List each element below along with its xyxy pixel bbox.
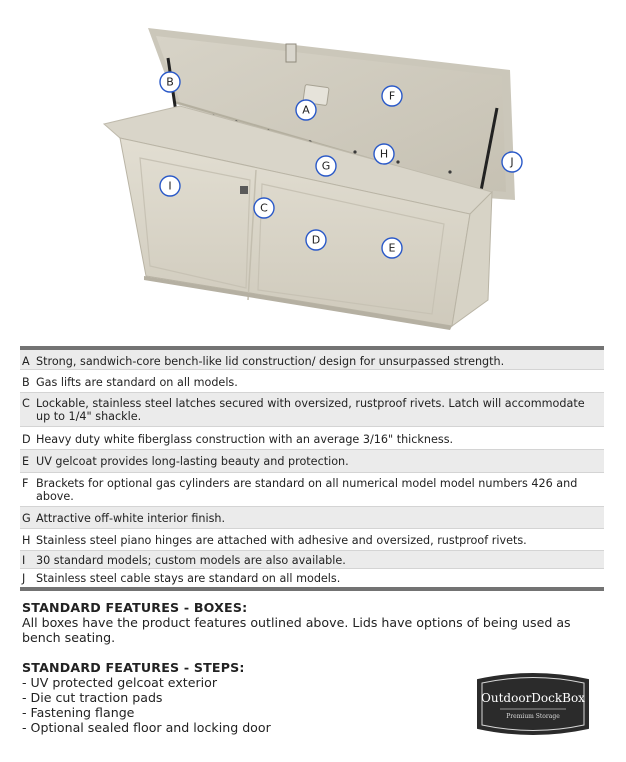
feature-row: [20, 529, 604, 551]
callout-e: [382, 238, 402, 258]
feature-row: [20, 551, 604, 569]
brand-logo: [470, 666, 596, 742]
list-item: - Optional sealed floor and locking door: [22, 720, 271, 735]
callout-j: [502, 152, 522, 172]
feature-text: Gas lifts are standard on all models.: [36, 376, 238, 389]
latch: [240, 186, 248, 194]
feature-letter: F: [22, 477, 29, 490]
feature-row: [20, 507, 604, 529]
feature-text: Stainless steel cable stays are standard on all models.: [36, 572, 341, 585]
callout-f: [382, 86, 402, 106]
feature-row: [20, 569, 604, 587]
callout-a: [296, 100, 316, 120]
feature-text: Attractive off-white interior finish.: [36, 512, 226, 525]
callout-g: [316, 156, 336, 176]
feature-table: [20, 346, 604, 591]
svg-text:H: H: [379, 147, 389, 161]
callout-b: [160, 72, 180, 92]
boxes-description: All boxes have the product features outlined above. Lids have options of being used as bench seating.: [22, 615, 571, 645]
feature-text: Strong, sandwich-core bench-like lid construction/ design for unsurpassed strength.: [36, 355, 505, 368]
feature-row: [20, 370, 604, 393]
svg-text:I: I: [168, 179, 172, 193]
list-item: - Fastening flange: [22, 705, 135, 720]
dock-box-illustration: [0, 0, 626, 340]
feature-row: [20, 427, 604, 450]
feature-letter: G: [22, 512, 31, 525]
feature-letter: A: [22, 355, 30, 368]
svg-text:B: B: [166, 75, 174, 89]
steps-heading: STANDARD FEATURES - STEPS:: [22, 660, 245, 675]
table-bottom-rule: [20, 587, 604, 591]
feature-text: Stainless steel piano hinges are attached with adhesive and oversized, rustproof rivets.: [36, 534, 527, 547]
logo-brand-text: OutdoorDockBox: [481, 691, 585, 705]
feature-letter: J: [22, 572, 26, 585]
feature-letter: H: [22, 534, 31, 547]
svg-text:A: A: [302, 103, 310, 117]
feature-row: [20, 393, 604, 427]
latch-hasp: [286, 44, 296, 62]
boxes-heading: STANDARD FEATURES - BOXES:: [22, 600, 248, 615]
svg-text:F: F: [388, 89, 396, 103]
feature-text: 30 standard models; custom models are also available.: [36, 554, 346, 567]
list-item: - Die cut traction pads: [22, 690, 163, 705]
feature-row: [20, 350, 604, 370]
callout-c: [254, 198, 274, 218]
svg-text:J: J: [510, 155, 514, 169]
callout-d: [306, 230, 326, 250]
feature-text: UV gelcoat provides long-lasting beauty and protection.: [36, 455, 349, 468]
svg-text:G: G: [321, 159, 331, 173]
feature-letter: D: [22, 433, 31, 446]
callout-i: [160, 176, 180, 196]
callout-h: [374, 144, 394, 164]
feature-text: Heavy duty white fiberglass construction with an average 3/16" thickness.: [36, 433, 454, 446]
logo-tagline-text: Premium Storage: [506, 713, 560, 720]
feature-text: Lockable, stainless steel latches secured with oversized, rustproof rivets. Latch will accommodate up to 1/4" shackle.: [36, 397, 585, 423]
feature-text: Brackets for optional gas cylinders are standard on all numerical model model numbers 426 and above.: [36, 477, 578, 503]
list-item: - UV protected gelcoat exterior: [22, 675, 218, 690]
feature-letter: C: [22, 397, 30, 410]
feature-row: [20, 450, 604, 473]
feature-letter: E: [22, 455, 30, 468]
feature-letter: I: [22, 554, 26, 567]
svg-text:C: C: [260, 201, 268, 215]
svg-text:E: E: [388, 241, 396, 255]
feature-letter: B: [22, 376, 30, 389]
feature-row: [20, 473, 604, 507]
svg-text:D: D: [311, 233, 321, 247]
